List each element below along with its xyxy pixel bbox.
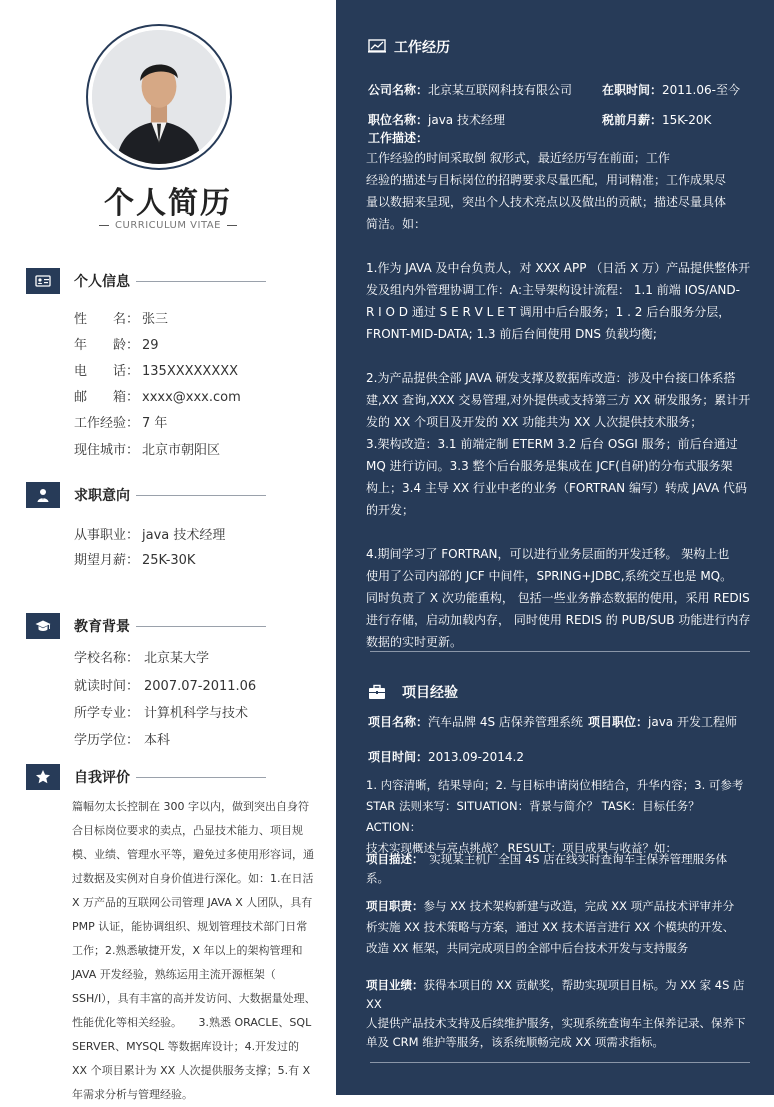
work-period-label: 在职时间：	[602, 83, 663, 97]
field-age	[74, 334, 159, 353]
field-value: java 技术经理	[142, 528, 226, 543]
field-label: 电 话：	[74, 364, 140, 379]
field-experience	[74, 412, 167, 431]
project-desc-label: 项目描述：	[366, 852, 418, 866]
field-value: 25K-30K	[142, 553, 196, 568]
field-label: 学历学位：	[74, 733, 140, 748]
field-value: 北京市朝阳区	[142, 443, 221, 458]
graduation-cap-icon	[26, 613, 60, 639]
field-name	[74, 308, 168, 327]
project-result-label: 项目业绩：	[366, 978, 424, 992]
project-intro-line: STAR 法则来写：SITUATION：背景与简介？ TASK：目标任务？ACTION：	[366, 799, 700, 834]
dash-left	[99, 225, 109, 226]
work-line: 3.架构改造：3.1 前端定制 ETERM 3.2 后台 OSGI 服务；前后台通过	[366, 437, 738, 451]
project-duty-line: 改造 XX 框架，共同完成项目的全部中后台技术开发与支持服务	[366, 941, 689, 955]
project-result-line: 单及 CRM 维护等服务，该系统顺畅完成 XX 项需求指标。	[366, 1035, 664, 1049]
section-divider-bottom	[370, 1062, 750, 1063]
work-line: 同时负责了 X 次功能重构， 包括一些业务静态数据的使用，采用 REDIS	[366, 591, 750, 605]
section-job-intent	[26, 482, 266, 508]
project-desc-line: 系。	[366, 871, 389, 885]
field-expected-salary	[74, 549, 195, 568]
field-label: 学校名称：	[74, 651, 140, 666]
section-personal-info	[26, 268, 266, 294]
work-line: R I O D 通过 S E R V L E T 调用中后台服务；1 . 2 后台服务分层，	[366, 305, 731, 319]
star-icon	[26, 764, 60, 790]
field-value: 2007.07-2011.06	[144, 679, 257, 694]
project-role-label: 项目职位：	[588, 715, 649, 729]
section-title: 教育背景	[74, 619, 136, 635]
work-description-label	[368, 129, 428, 146]
field-label: 现住城市：	[74, 443, 140, 458]
project-role-value: java 开发工程师	[648, 715, 737, 729]
project-result-line: 人提供产品技术支持及后续维护服务，实现系统查询车主保养记录、保养下	[366, 1016, 746, 1030]
project-duty-label: 项目职责：	[366, 899, 424, 913]
field-value: 29	[142, 338, 159, 353]
work-position-value: java 技术经理	[428, 113, 505, 127]
work-line: 工作经验的时间采取倒 叙形式，最近经历写在前面；工作	[366, 151, 670, 165]
project-duty-line: 参与 XX 技术架构新建与改造，完成 XX 项产品技术评审并分	[423, 899, 735, 913]
project-name-value: 汽车品牌 4S 店保养管理系统	[428, 715, 583, 729]
profile-photo	[92, 30, 226, 164]
field-label: 期望月薪：	[74, 553, 140, 568]
project-intro-line: 技术实现概述与亮点挑战？ RESULT：项目成果与收益？如：	[366, 841, 677, 855]
section-work-experience	[368, 36, 450, 56]
section-divider	[370, 651, 750, 652]
project-intro-line: 1. 内容清晰，结果导向；2. 与目标申请岗位相结合，升华内容；3. 可参考	[366, 778, 744, 792]
work-position	[368, 111, 505, 128]
work-line	[366, 521, 752, 543]
resume-subtitle	[0, 220, 336, 231]
project-result-line: 获得本项目的 XX 贡献奖，帮助实现项目目标。为 XX 家 4S 店 XX	[366, 978, 745, 1011]
work-line: 2.为产品提供全部 JAVA 研发支撑及数据库改造：涉及中台接口体系搭	[366, 371, 736, 385]
work-position-label: 职位名称：	[368, 113, 429, 127]
work-company-label: 公司名称：	[368, 83, 429, 97]
work-line: 进行存储，启动加载内存， 同时使用 REDIS 的 PUB/SUB 功能进行内存	[366, 613, 751, 627]
project-name-label: 项目名称：	[368, 715, 429, 729]
project-desc-line: 实现某主机厂全国 4S 店在线实时查询车主保养管理服务体	[417, 852, 728, 866]
project-results	[366, 976, 752, 1052]
field-value: 7 年	[142, 416, 168, 431]
resume-title: 个人简历	[104, 186, 232, 221]
section-title: 项目经验	[402, 684, 458, 701]
work-line: 建,XX 查询,XXX 交易管理,对外提供或支持第三方 XX 研发服务；累计开	[366, 393, 751, 407]
person-icon	[26, 482, 60, 508]
field-occupation	[74, 524, 225, 543]
work-line: 1.作为 JAVA 及中台负责人，对 XXX APP （日活 X 万）产品提供整体开	[366, 261, 751, 275]
briefcase-icon	[368, 684, 386, 700]
field-email	[74, 386, 241, 405]
field-label: 工作经验：	[74, 416, 140, 431]
work-line: 量以数据来呈现，突出个人技术亮点以及做出的贡献；描述尽量具体	[366, 195, 727, 209]
section-education	[26, 613, 266, 639]
work-salary-label: 税前月薪：	[602, 113, 663, 127]
project-description	[366, 850, 752, 888]
field-label: 性 名：	[74, 312, 140, 327]
work-line: 使用了公司内部的 JCF 中间件，SPRING+JDBC,系统交互也是 MQ。	[366, 569, 733, 583]
field-value: 本科	[144, 733, 171, 748]
work-line: 4.期间学习了 FORTRAN，可以进行业务层面的开发迁移。 架构上也	[366, 547, 730, 561]
section-title: 工作经历	[394, 39, 450, 56]
work-line: 发及组内外管理协调工作：A:主导架构设计流程： 1.1 前端 IOS/AND-	[366, 283, 740, 297]
work-line: 构上；3.4 主导 XX 行业中老的业务（FORTRAN 编写）转成 JAVA 代码	[366, 481, 748, 495]
project-duty-line: 析实施 XX 技术策略与方案，通过 XX 技术语言进行 XX 个模块的开发、	[366, 920, 735, 934]
field-label: 就读时间：	[74, 679, 140, 694]
work-line	[366, 235, 752, 257]
work-line: 经验的描述与目标岗位的招聘要求尽量匹配，用词精准；工作成果尽	[366, 173, 727, 187]
field-value: 135XXXXXXXX	[142, 364, 239, 379]
field-phone	[74, 360, 238, 379]
section-project-experience	[368, 681, 458, 701]
field-major	[74, 702, 248, 721]
field-school	[74, 647, 209, 666]
work-salary	[602, 111, 711, 128]
work-line: 的开发；	[366, 503, 415, 517]
field-city	[74, 439, 220, 458]
field-value: 北京某大学	[144, 651, 210, 666]
work-line	[366, 345, 752, 367]
project-duties	[366, 896, 752, 959]
project-time-label: 项目时间：	[368, 750, 429, 764]
section-self-evaluation	[26, 764, 266, 790]
work-desc-label: 工作描述：	[368, 131, 429, 145]
work-line: 数据的实时更新。	[366, 635, 463, 649]
id-card-icon	[26, 268, 60, 294]
work-period	[602, 81, 740, 98]
project-intro	[366, 775, 752, 859]
project-time	[368, 748, 524, 765]
field-value: xxxx@xxx.com	[142, 390, 241, 405]
work-line: MQ 进行访问。3.3 整个后台服务是集成在 JCF(自研)的分布式服务架	[366, 459, 733, 473]
work-line: 发的 XX 个项目及开发的 XX 功能共为 XX 人次提供技术服务；	[366, 415, 703, 429]
chart-board-icon	[368, 39, 386, 55]
work-period-value: 2011.06-至今	[662, 83, 740, 97]
work-description	[366, 147, 752, 653]
self-evaluation-text: 篇幅勿太长控制在 300 字以内，做到突出自身符合目标岗位要求的卖点，凸显技术能力、项目规模、业绩、管理水平等，避免过多使用形容词，通过数据及实例对自身价值进行深化。如：1.在日活 X 万产品的互联网公司管理 JAVA X 人团队，具有 PMP 认证，能协调组织、规划管理技术部门日常工作；2.熟悉敏捷开发，X 年以上的架构管理和 JAVA 开发经验，熟练运用主流开源框架（ SSH/I），具有丰富的高并发访问、大数据量处理、性能优化等相关经验。 3.熟悉 ORACLE、SQL SERVER、MYSQL 等数据库设计；4.开发过的 XX 个项目累计为 XX 人次提供服务支撑；5.有 X 年需求分析与管理经验。	[72, 800, 316, 1101]
left-column	[0, 0, 336, 1101]
section-title: 个人信息	[74, 274, 136, 290]
dash-right	[227, 225, 237, 226]
field-label: 所学专业：	[74, 706, 140, 721]
field-value: 计算机科学与技术	[144, 706, 249, 721]
section-title: 求职意向	[74, 488, 136, 504]
avatar	[86, 24, 232, 170]
work-line: 简洁。如：	[366, 217, 427, 231]
project-name	[368, 713, 583, 730]
field-label: 年 龄：	[74, 338, 140, 353]
section-title: 自我评价	[74, 770, 136, 786]
field-label: 邮 箱：	[74, 390, 140, 405]
right-column	[336, 0, 774, 1095]
work-salary-value: 15K-20K	[662, 113, 712, 127]
project-time-value: 2013.09-2014.2	[428, 750, 524, 764]
field-value: 张三	[142, 312, 169, 327]
work-company-value: 北京某互联网科技有限公司	[428, 83, 573, 97]
field-degree	[74, 729, 170, 748]
field-study-period	[74, 675, 256, 694]
field-label: 从事职业：	[74, 528, 140, 543]
work-line: FRONT-MID-DATA; 1.3 前后台间使用 DNS 负载均衡;	[366, 327, 657, 341]
work-company	[368, 81, 572, 98]
subtitle-text: CURRICULUM VITAE	[115, 220, 221, 231]
project-role	[588, 713, 737, 730]
